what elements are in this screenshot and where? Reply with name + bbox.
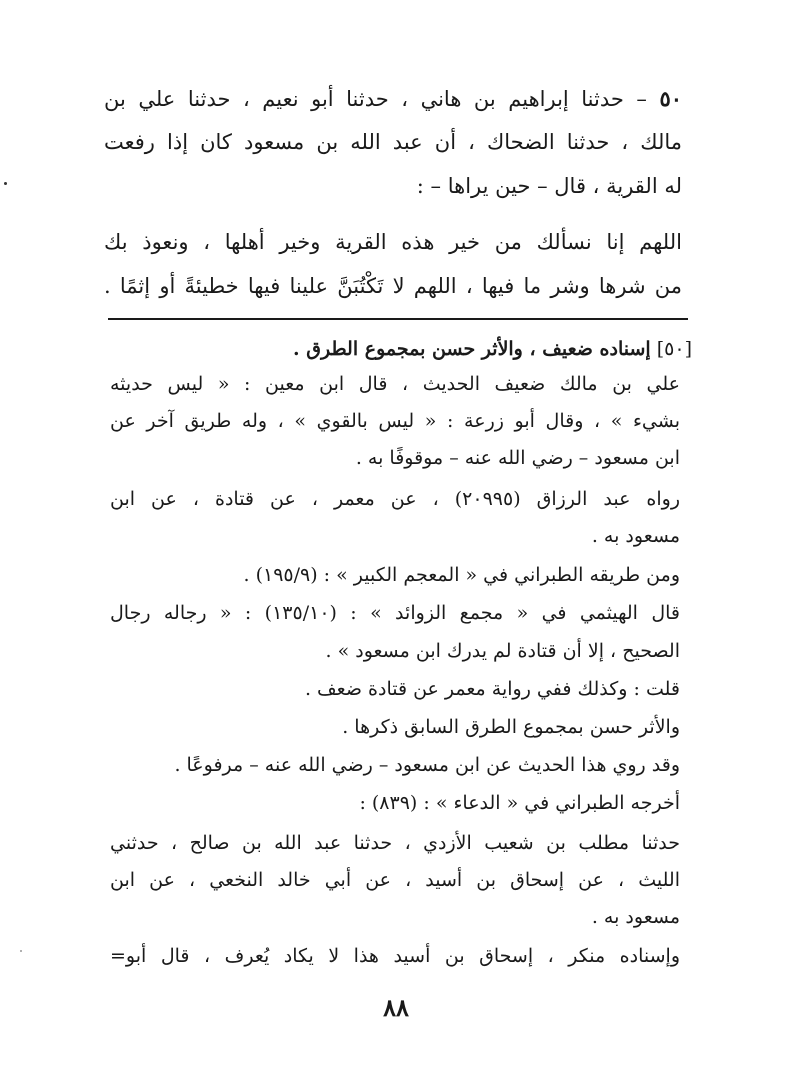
footnote-line-3: ابن مسعود – رضي الله عنه – موقوفًا به . [355,447,680,469]
footnote-separator [108,318,688,320]
footnote-marker: [٥٠] [656,338,692,360]
hadith-line-4: اللهم إنا نسألك من خير هذه القرية وخير أهلها ، ونعوذ بك [104,230,682,254]
page-number: ٨٨ [383,993,409,1022]
scan-speck [4,182,7,185]
scan-speck-small [20,950,22,952]
footnote-line-5: مسعود به . [591,525,680,547]
footnote-line-11: وقد روي هذا الحديث عن ابن مسعود – رضي الله عنه – مرفوعًا . [174,754,680,776]
footnote-line-16: وإسناده منكر ، إسحاق بن أسيد هذا لا يكاد يُعرف ، قال أبو= [110,945,680,967]
footnote-line-6: ومن طريقه الطبراني في « المعجم الكبير » : (١٩٥/٩) . [243,564,680,586]
hadith-line-3: له القرية ، قال – حين يراها – : [416,174,682,198]
footnote-heading: إسناده ضعيف ، والأثر حسن بمجموع الطرق . [293,338,651,360]
footnote-line-12: أخرجه الطبراني في « الدعاء » : (٨٣٩) : [359,792,680,814]
hadith-line-2: مالك ، حدثنا الضحاك ، أن عبد الله بن مسعود كان إذا رفعت [104,130,682,154]
footnote-line-4: رواه عبد الرزاق (٢٠٩٩٥) ، عن معمر ، عن قتادة ، عن ابن [110,488,680,510]
footnote-line-15: مسعود به . [591,906,680,928]
footnote-line-8: الصحيح ، إلا أن قتادة لم يدرك ابن مسعود » . [325,640,680,662]
footnote-line-9: قلت : وكذلك ففي رواية معمر عن قتادة ضعف . [304,678,680,700]
hadith-number: ٥٠ [659,86,682,111]
footnote-line-7: قال الهيثمي في « مجمع الزوائد » : (١٣٥/١٠) : « رجاله رجال [110,602,680,624]
footnote-line-1: علي بن مالك ضعيف الحديث ، قال ابن معين : « ليس حديثه [110,373,680,395]
hadith-line-5: من شرها وشر ما فيها ، اللهم لا تَكْتُبَنَّ علينا فيها خطيئةً أو إثمًا . [104,274,682,298]
footnote-line-2: بشيء » ، وقال أبو زرعة : « ليس بالقوي » ، وله طريق آخر عن [110,410,680,432]
footnote-line-13: حدثنا مطلب بن شعيب الأزدي ، حدثنا عبد الله بن صالح ، حدثني [110,832,680,854]
hadith-line-1 [104,88,682,110]
footnote-line-10: والأثر حسن بمجموع الطرق السابق ذكرها . [342,716,680,738]
footnote-line-14: الليث ، عن إسحاق بن أسيد ، عن أبي خالد النخعي ، عن ابن [110,869,680,891]
footnote-heading-line [293,340,692,359]
hadith-line-1-text: – حدثنا إبراهيم بن هاني ، حدثنا أبو نعيم ، حدثنا علي بن [104,87,647,111]
